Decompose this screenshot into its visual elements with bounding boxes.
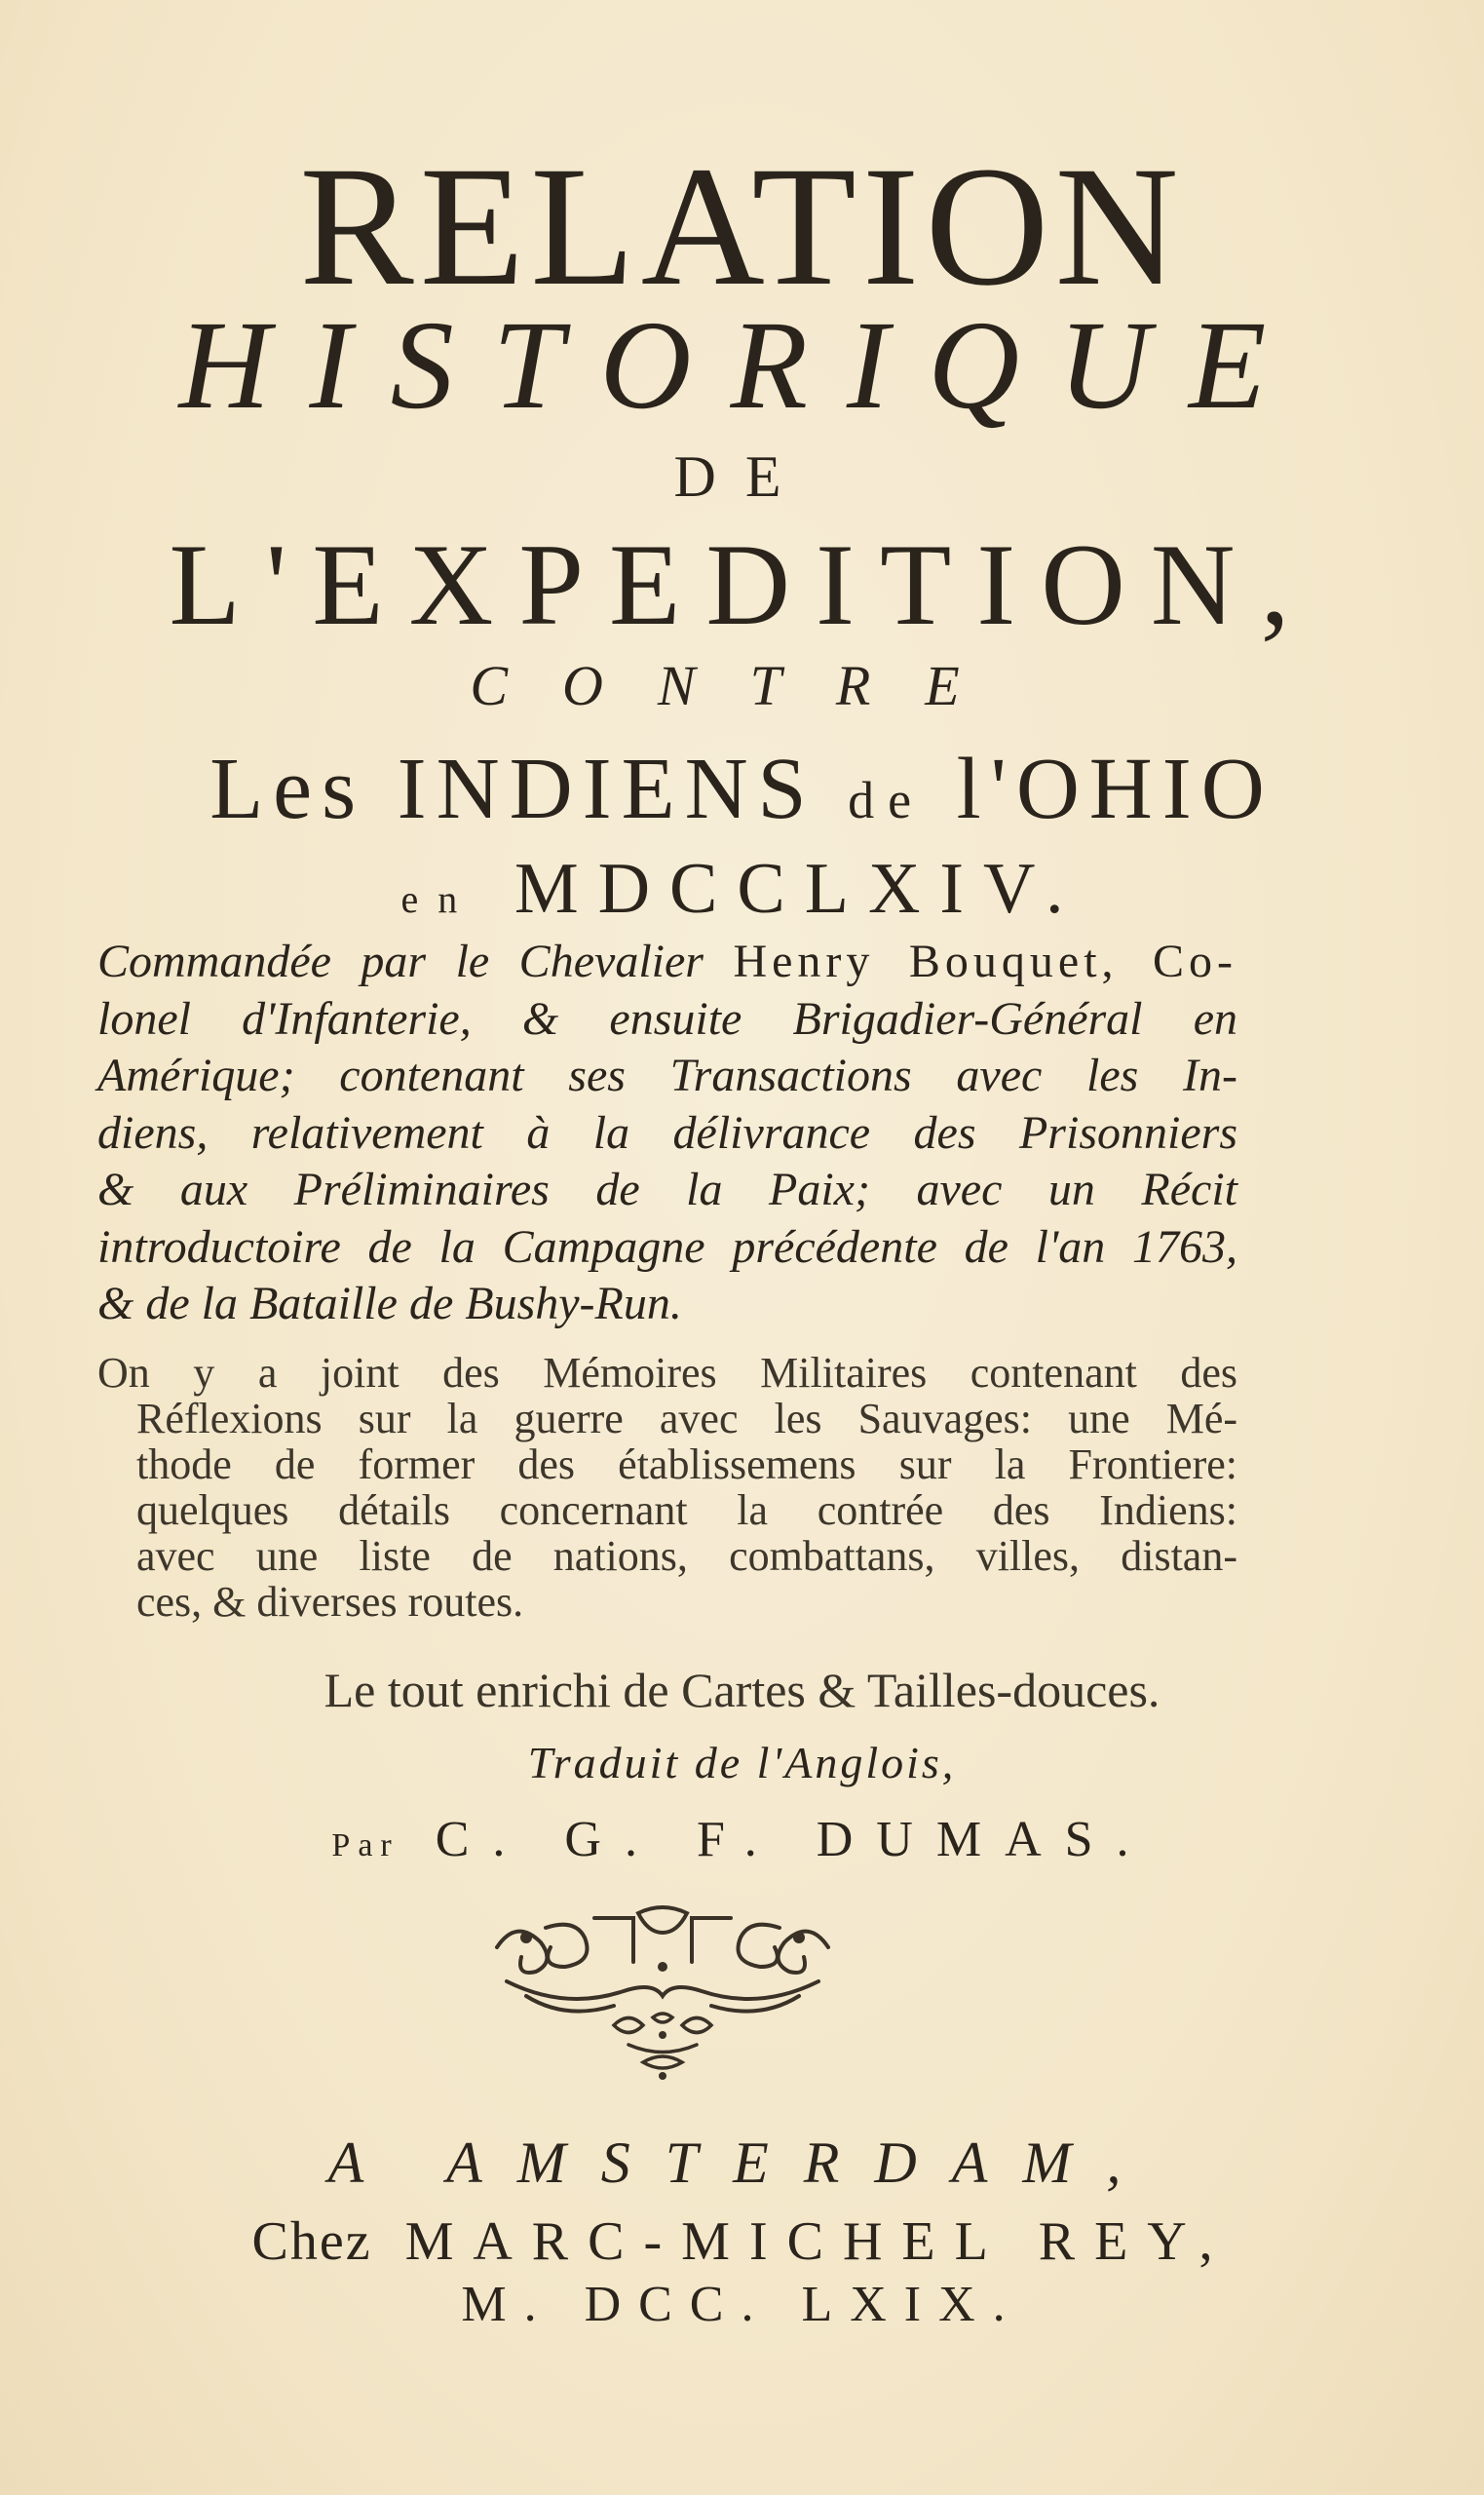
memoires-paragraph (97, 1350, 1237, 1625)
description-row: Commandée par le Chevalier Henry Bouquet, Co- (97, 936, 1238, 987)
title-date-line (0, 848, 1484, 931)
title-indiens-line (0, 741, 1484, 837)
title-year-roman: MDCCLXIV. (514, 849, 1084, 929)
author-name: C. G. F. DUMAS. (435, 1812, 1153, 1867)
description-row: lonel d'Infanterie, & ensuite Brigadier-Général en (97, 992, 1237, 1045)
description-paragraph (97, 934, 1237, 1333)
memoires-row: avec une liste de nations, combattans, villes, distan- (136, 1532, 1237, 1580)
imprint-city: A AMSTERDAM, (327, 2130, 1157, 2195)
memoires-row: ces, & diverses routes. (136, 1578, 524, 1626)
memoires-row: Réflexions sur la guerre avec les Sauvages: une Mé- (136, 1395, 1237, 1442)
description-row: & de la Bataille de Bushy-Run. (97, 1278, 682, 1329)
imprint-chez: Chez (251, 2211, 372, 2272)
description-row: & aux Préliminaires de la Paix; avec un Récit (97, 1164, 1237, 1215)
description-name: Henry Bouquet, Co- (733, 936, 1238, 987)
memoires-row: thode de former des établissemens sur la Frontiere: (136, 1440, 1237, 1488)
title-indiens: INDIENS (397, 741, 817, 837)
printer-ornament-icon (468, 1899, 857, 2084)
description-row: introductoire de la Campagne précédente de l'an 1763, (97, 1220, 1237, 1273)
title-historique: HISTORIQUE (178, 295, 1306, 436)
title-ohio: l'OHIO (956, 741, 1275, 837)
imprint-publisher: MARC-MICHEL REY, (404, 2211, 1233, 2272)
title-relation: RELATION (299, 132, 1185, 322)
description-row: diens, relativement à la délivrance des Prisonniers (97, 1106, 1237, 1159)
description-row: Amérique; contenant ses Transactions avec les In- (97, 1050, 1237, 1101)
title-de-small: de (848, 771, 926, 829)
memoires-row: quelques détails concernant la contrée des Indiens: (136, 1486, 1237, 1534)
enrichi-line: Le tout enrichi de Cartes & Tailles-douces. (323, 1663, 1161, 1717)
imprint-publisher-line (0, 2210, 1484, 2273)
title-contre: CONTRE (470, 654, 1014, 717)
title-en: en (400, 877, 477, 921)
title-expedition: L'EXPEDITION, (169, 519, 1315, 649)
title-les: Les (209, 741, 366, 837)
author-par: Par (331, 1827, 400, 1863)
imprint-year: M. DCC. LXIX. (461, 2277, 1023, 2332)
traduit-line: Traduit de l'Anglois, (527, 1738, 957, 1787)
title-de: DE (673, 444, 811, 509)
author-line (0, 1811, 1484, 1868)
memoires-row: On y a joint des Mémoires Militaires contenant des (97, 1349, 1237, 1397)
